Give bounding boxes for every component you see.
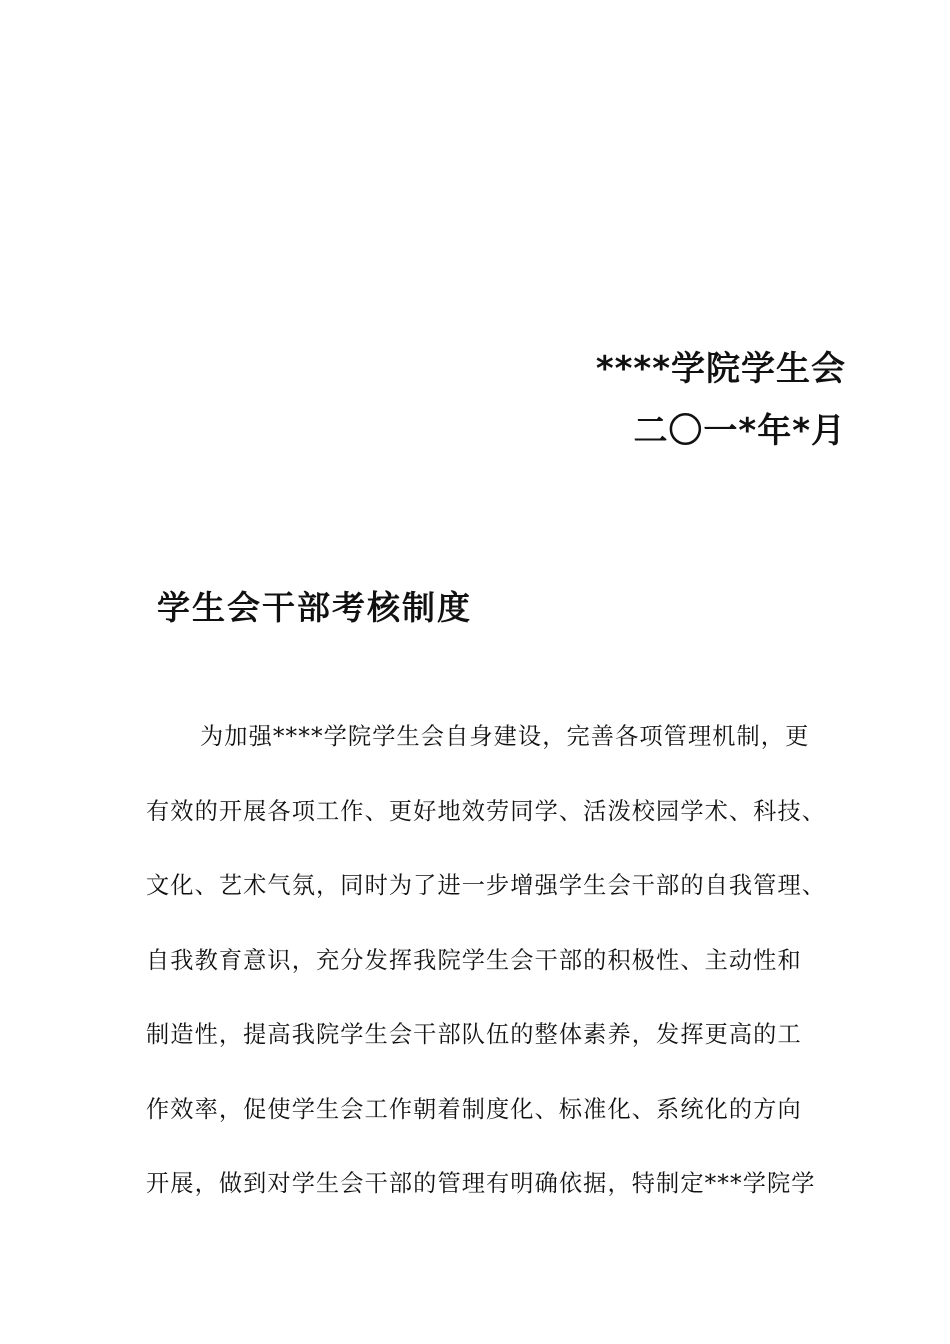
paragraph-line: 制造性，提高我院学生会干部队伍的整体素养，发挥更高的工 bbox=[146, 1021, 802, 1048]
paragraph-line: 有效的开展各项工作、更好地效劳同学、活泼校园学术、科技、 bbox=[146, 797, 827, 825]
paragraph-line: 文化、艺术气氛，同时为了进一步增强学生会干部的自我管理、 bbox=[146, 872, 827, 899]
paragraph-line: 作效率，促使学生会工作朝着制度化、标准化、系统化的方向 bbox=[146, 1095, 802, 1123]
document-title: 学生会干部考核制度 bbox=[157, 588, 472, 627]
document-date: 二〇一*年*月 bbox=[633, 411, 846, 451]
organization-name: ****学院学生会 bbox=[595, 349, 846, 389]
paragraph-line: 自我教育意识，充分发挥我院学生会干部的积极性、主动性和 bbox=[146, 946, 802, 974]
body-paragraph bbox=[146, 700, 866, 1222]
cover-signature-block bbox=[596, 340, 846, 460]
paragraph-line: 开展，做到对学生会干部的管理有明确依据，特制定***学院学 bbox=[146, 1170, 816, 1197]
paragraph-line: 为加强****学院学生会自身建设，完善各项管理机制，更 bbox=[200, 723, 810, 750]
